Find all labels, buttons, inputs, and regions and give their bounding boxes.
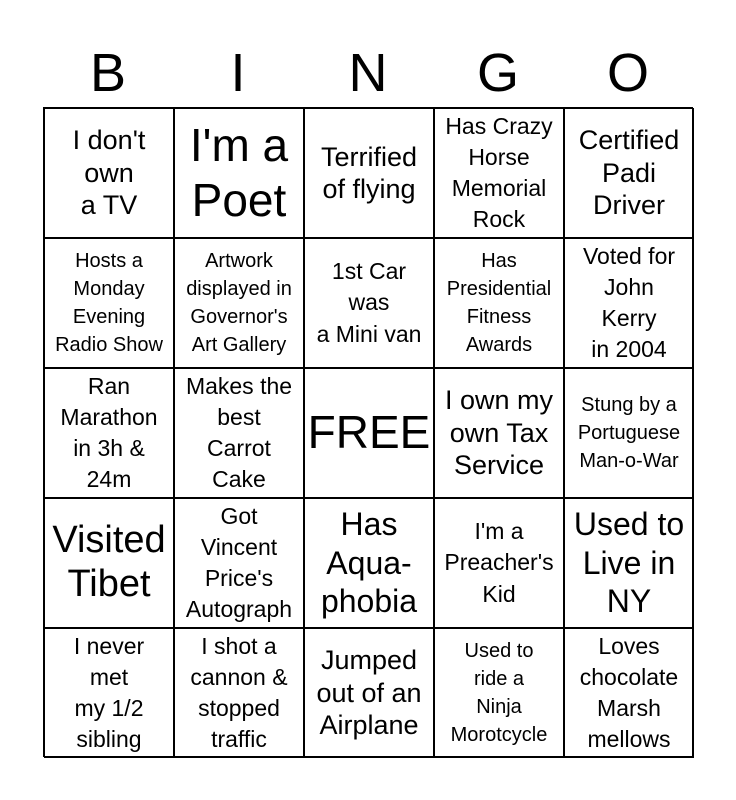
bingo-cell-o3[interactable] (564, 368, 694, 498)
cell-text: Jumped out of an Airplane (316, 645, 422, 741)
cell-text: Makes the best Carrot Cake (185, 372, 293, 493)
cell-text: Has Presidential Fitness Awards (446, 250, 552, 356)
bingo-cell-i2[interactable] (174, 238, 304, 368)
header-letter-n: N (348, 43, 388, 103)
bingo-cell-n4[interactable] (304, 498, 434, 628)
bingo-header (43, 40, 693, 106)
bingo-cell-i3[interactable] (174, 368, 304, 498)
header-letter-b: B (89, 43, 127, 103)
cell-text: Artwork displayed in Governor's Art Gallery (186, 250, 292, 356)
cell-text: Got Vincent Price's Autograph (185, 502, 293, 623)
bingo-cell-b3[interactable] (44, 368, 174, 498)
bingo-cell-o4[interactable] (564, 498, 694, 628)
bingo-cell-n1[interactable] (304, 108, 434, 238)
cell-text: I own my own Tax Service (444, 385, 554, 481)
bingo-cell-g3[interactable] (434, 368, 564, 498)
cell-text: I never met my 1/2 sibling (73, 632, 145, 753)
cell-text: I don't own a TV (72, 125, 146, 221)
bingo-cell-free[interactable] (304, 368, 434, 498)
cell-text: Voted for John Kerry in 2004 (582, 242, 676, 363)
bingo-cell-o1[interactable] (564, 108, 694, 238)
bingo-cell-g5[interactable] (434, 628, 564, 758)
bingo-cell-b2[interactable] (44, 238, 174, 368)
bingo-cell-g1[interactable] (434, 108, 564, 238)
cell-text: I'm a Preacher's Kid (444, 518, 554, 607)
bingo-cell-n5[interactable] (304, 628, 434, 758)
cell-text: Has Aqua- phobia (320, 506, 418, 620)
bingo-cell-g2[interactable] (434, 238, 564, 368)
cell-text: Visited Tibet (52, 519, 166, 605)
free-space-text: FREE (307, 406, 431, 459)
cell-text: Hosts a Monday Evening Radio Show (55, 250, 163, 356)
bingo-cell-o5[interactable] (564, 628, 694, 758)
cell-text: Used to ride a Ninja Morotcycle (450, 640, 548, 746)
bingo-cell-i1[interactable] (174, 108, 304, 238)
header-letter-o: O (606, 43, 649, 103)
cell-text: 1st Car was a Mini van (316, 258, 422, 347)
cell-text: Has Crazy Horse Memorial Rock (445, 112, 553, 233)
cell-text: Terrified of flying (320, 141, 418, 204)
bingo-cell-b4[interactable] (44, 498, 174, 628)
bingo-cell-i4[interactable] (174, 498, 304, 628)
bingo-cell-o2[interactable] (564, 238, 694, 368)
cell-text: I'm a Poet (189, 118, 289, 226)
bingo-cell-n2[interactable] (304, 238, 434, 368)
header-letter-i: I (230, 43, 246, 103)
bingo-cell-b5[interactable] (44, 628, 174, 758)
cell-text: I shot a cannon & stopped traffic (190, 632, 288, 753)
cell-text: Loves chocolate Marsh mellows (579, 632, 679, 753)
cell-text: Certified Padi Driver (578, 125, 680, 221)
cell-text: Stung by a Portuguese Man-o-War (577, 394, 681, 472)
bingo-cell-i5[interactable] (174, 628, 304, 758)
bingo-cell-b1[interactable] (44, 108, 174, 238)
bingo-cell-g4[interactable] (434, 498, 564, 628)
cell-text: Ran Marathon in 3h & 24m (60, 372, 158, 493)
cell-text: Used to Live in NY (573, 506, 685, 620)
bingo-grid (43, 107, 693, 757)
header-letter-g: G (476, 43, 519, 103)
